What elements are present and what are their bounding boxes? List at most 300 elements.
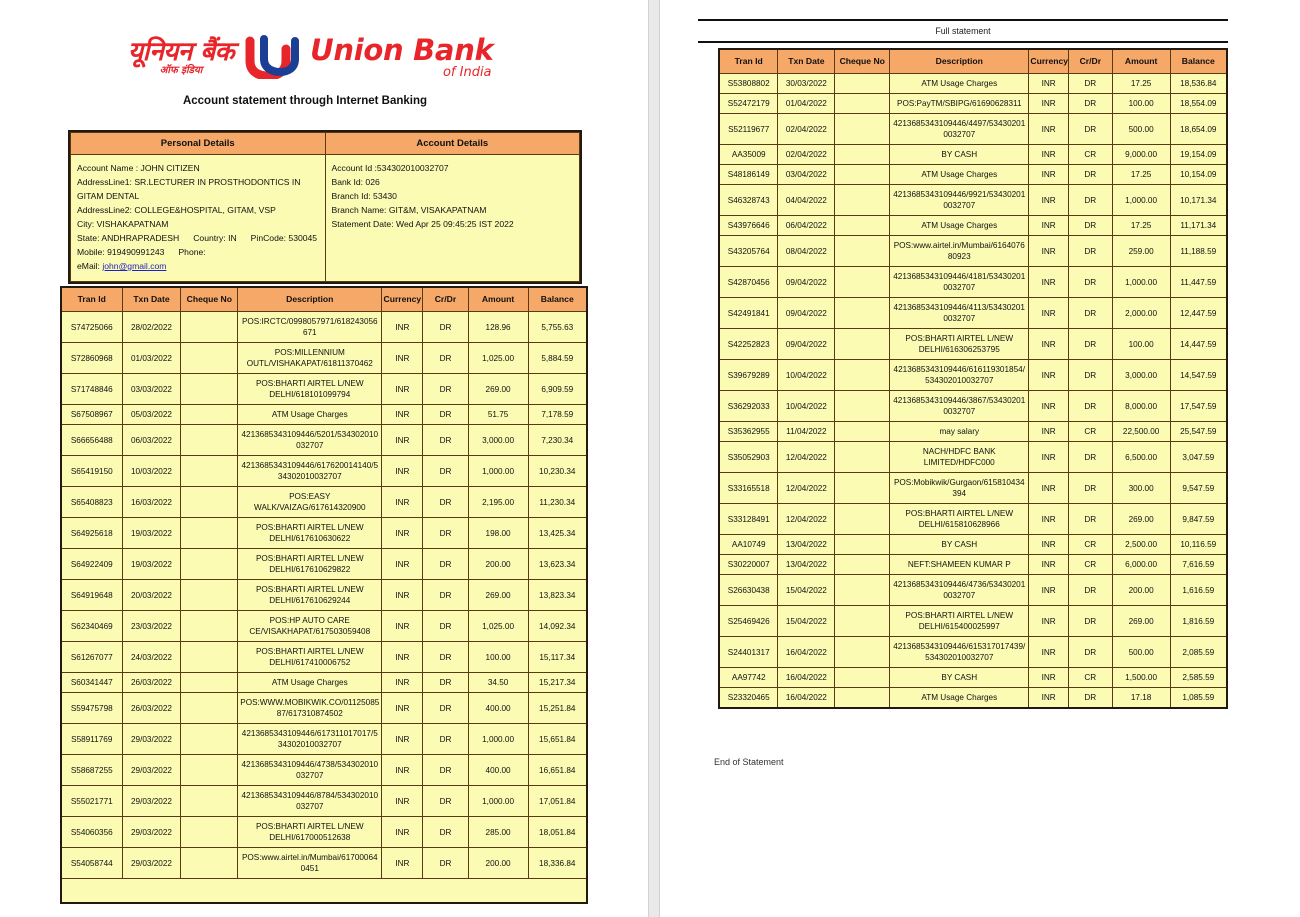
table-row <box>719 165 1227 185</box>
cell-description: BY CASH <box>890 668 1029 688</box>
union-bank-mark-icon <box>244 35 300 79</box>
cell-cr-dr: DR <box>423 374 468 405</box>
cell-cr-dr: DR <box>1068 442 1112 473</box>
cell-balance: 13,823.34 <box>528 580 587 611</box>
cell-cr-dr: DR <box>423 724 468 755</box>
cell-tran-id: S72860968 <box>61 343 122 374</box>
cell-tran-id: S53808802 <box>719 74 778 94</box>
cell-description: 4213685343109446/5201/534302010032707 <box>238 425 382 456</box>
cell-balance: 11,188.59 <box>1170 236 1227 267</box>
cell-currency: INR <box>1029 185 1069 216</box>
cell-amount: 1,000.00 <box>468 786 528 817</box>
cell-cr-dr: DR <box>1068 329 1112 360</box>
detail-country: Country: IN <box>193 233 237 243</box>
cell-tran-id: S65419150 <box>61 456 122 487</box>
filler-cell <box>423 879 468 903</box>
cell-balance: 10,116.59 <box>1170 535 1227 555</box>
cell-cheque-no <box>835 114 890 145</box>
cell-cheque-no <box>835 637 890 668</box>
filler-cell <box>382 879 423 903</box>
cell-txn-date: 30/03/2022 <box>778 74 835 94</box>
detail-state-country-pin <box>77 231 319 245</box>
cell-cheque-no <box>835 555 890 575</box>
cell-currency: INR <box>1029 298 1069 329</box>
cell-tran-id: S58687255 <box>61 755 122 786</box>
cell-cheque-no <box>181 786 238 817</box>
cell-balance: 10,171.34 <box>1170 185 1227 216</box>
cell-cheque-no <box>181 456 238 487</box>
table-row <box>61 724 587 755</box>
cell-txn-date: 16/04/2022 <box>778 668 835 688</box>
details-box <box>68 130 582 284</box>
cell-currency: INR <box>1029 360 1069 391</box>
cell-txn-date: 13/04/2022 <box>778 555 835 575</box>
filler-cell <box>122 879 181 903</box>
cell-currency: INR <box>382 817 423 848</box>
cell-txn-date: 16/04/2022 <box>778 637 835 668</box>
filler-cell <box>61 879 122 903</box>
cell-description: NEFT:SHAMEEN KUMAR P <box>890 555 1029 575</box>
cell-amount: 269.00 <box>468 580 528 611</box>
cell-cr-dr: DR <box>423 343 468 374</box>
cell-tran-id: S60341447 <box>61 673 122 693</box>
email-link[interactable]: john@gmail.com <box>102 261 167 271</box>
cell-txn-date: 09/04/2022 <box>778 329 835 360</box>
cell-tran-id: AA97742 <box>719 668 778 688</box>
cell-cheque-no <box>835 94 890 114</box>
cell-tran-id: S33165518 <box>719 473 778 504</box>
column-header-desc: Description <box>238 287 382 312</box>
cell-currency: INR <box>382 456 423 487</box>
cell-amount: 1,025.00 <box>468 343 528 374</box>
cell-cr-dr: DR <box>1068 94 1112 114</box>
cell-amount: 22,500.00 <box>1112 422 1170 442</box>
cell-tran-id: S62340469 <box>61 611 122 642</box>
cell-description: ATM Usage Charges <box>238 405 382 425</box>
cell-description: 4213685343109446/617620014140/534302010032707 <box>238 456 382 487</box>
cell-tran-id: S54058744 <box>61 848 122 879</box>
cell-cr-dr: DR <box>423 549 468 580</box>
cell-tran-id: S42870456 <box>719 267 778 298</box>
cell-tran-id: S64925618 <box>61 518 122 549</box>
cell-description: POS:www.airtel.in/Mumbai/617000640451 <box>238 848 382 879</box>
cell-description: 4213685343109446/4113/534302010032707 <box>890 298 1029 329</box>
cell-cr-dr: DR <box>1068 637 1112 668</box>
cell-tran-id: S43976646 <box>719 216 778 236</box>
cell-txn-date: 12/04/2022 <box>778 442 835 473</box>
cell-cheque-no <box>835 391 890 422</box>
detail-city: City: VISHAKAPATNAM <box>77 219 169 229</box>
cell-amount: 1,000.00 <box>468 456 528 487</box>
cell-cr-dr: DR <box>1068 216 1112 236</box>
column-header-crdr: Cr/Dr <box>1068 49 1112 74</box>
column-header-date: Txn Date <box>122 287 181 312</box>
logo-hindi-line2: ऑफ इंडिया <box>159 64 203 76</box>
cell-cr-dr: DR <box>423 312 468 343</box>
cell-balance: 18,051.84 <box>528 817 587 848</box>
cell-amount: 269.00 <box>468 374 528 405</box>
table-row <box>719 688 1227 709</box>
cell-balance: 18,536.84 <box>1170 74 1227 94</box>
cell-amount: 1,000.00 <box>1112 267 1170 298</box>
cell-cr-dr: DR <box>1068 606 1112 637</box>
cell-cheque-no <box>835 535 890 555</box>
cell-tran-id: S55021771 <box>61 786 122 817</box>
cell-tran-id: S64919648 <box>61 580 122 611</box>
cell-tran-id: S25469426 <box>719 606 778 637</box>
column-header-date: Txn Date <box>778 49 835 74</box>
detail-pincode: PinCode: 530045 <box>250 233 318 243</box>
table-filler-row <box>61 879 587 903</box>
logo-english-line2: of India <box>442 64 492 80</box>
cell-tran-id: S74725066 <box>61 312 122 343</box>
cell-balance: 13,425.34 <box>528 518 587 549</box>
cell-tran-id: S26630438 <box>719 575 778 606</box>
cell-cr-dr: DR <box>423 487 468 518</box>
cell-amount: 17.25 <box>1112 74 1170 94</box>
cell-balance: 6,909.59 <box>528 374 587 405</box>
table-row <box>719 473 1227 504</box>
cell-txn-date: 09/04/2022 <box>778 267 835 298</box>
cell-currency: INR <box>382 425 423 456</box>
cell-balance: 1,816.59 <box>1170 606 1227 637</box>
detail-mobile: Mobile: 919490991243 <box>77 247 165 257</box>
cell-balance: 10,154.09 <box>1170 165 1227 185</box>
cell-description: 4213685343109446/8784/534302010032707 <box>238 786 382 817</box>
cell-amount: 51.75 <box>468 405 528 425</box>
cell-cheque-no <box>835 74 890 94</box>
filler-cell <box>468 879 528 903</box>
transactions-table-page1 <box>60 286 588 904</box>
cell-tran-id: S42491841 <box>719 298 778 329</box>
table-row <box>719 236 1227 267</box>
cell-amount: 3,000.00 <box>1112 360 1170 391</box>
cell-txn-date: 16/03/2022 <box>122 487 181 518</box>
cell-txn-date: 19/03/2022 <box>122 549 181 580</box>
cell-amount: 200.00 <box>1112 575 1170 606</box>
cell-txn-date: 04/04/2022 <box>778 185 835 216</box>
detail-bank-id: Bank Id: 026 <box>331 177 380 187</box>
cell-amount: 2,195.00 <box>468 487 528 518</box>
table-row <box>61 374 587 405</box>
cell-balance: 15,217.34 <box>528 673 587 693</box>
cell-balance: 11,171.34 <box>1170 216 1227 236</box>
cell-amount: 100.00 <box>1112 329 1170 360</box>
cell-balance: 14,547.59 <box>1170 360 1227 391</box>
cell-amount: 100.00 <box>468 642 528 673</box>
cell-amount: 300.00 <box>1112 473 1170 504</box>
cell-tran-id: S66656488 <box>61 425 122 456</box>
filler-cell <box>238 879 382 903</box>
table-row <box>61 817 587 848</box>
cell-cr-dr: DR <box>1068 575 1112 606</box>
cell-txn-date: 19/03/2022 <box>122 518 181 549</box>
column-header-amount: Amount <box>468 287 528 312</box>
cell-cheque-no <box>835 575 890 606</box>
cell-balance: 1,616.59 <box>1170 575 1227 606</box>
table-row <box>719 185 1227 216</box>
cell-txn-date: 26/03/2022 <box>122 673 181 693</box>
detail-email <box>77 259 319 273</box>
cell-txn-date: 29/03/2022 <box>122 817 181 848</box>
cell-currency: INR <box>1029 473 1069 504</box>
cell-description: POS:MILLENNIUM OUTL/VISHAKAPAT/61811370462 <box>238 343 382 374</box>
cell-currency: INR <box>382 786 423 817</box>
cell-amount: 6,000.00 <box>1112 555 1170 575</box>
table-row <box>719 145 1227 165</box>
cell-currency: INR <box>382 549 423 580</box>
cell-txn-date: 01/03/2022 <box>122 343 181 374</box>
cell-tran-id: S58911769 <box>61 724 122 755</box>
cell-cr-dr: DR <box>1068 267 1112 298</box>
cell-currency: INR <box>1029 668 1069 688</box>
cell-currency: INR <box>382 580 423 611</box>
cell-amount: 500.00 <box>1112 114 1170 145</box>
cell-txn-date: 12/04/2022 <box>778 473 835 504</box>
cell-txn-date: 02/04/2022 <box>778 114 835 145</box>
cell-balance: 15,251.84 <box>528 693 587 724</box>
cell-balance: 7,616.59 <box>1170 555 1227 575</box>
cell-tran-id: S43205764 <box>719 236 778 267</box>
table-header-row <box>61 287 587 312</box>
table-row <box>719 575 1227 606</box>
cell-balance: 2,085.59 <box>1170 637 1227 668</box>
cell-txn-date: 23/03/2022 <box>122 611 181 642</box>
union-bank-logo <box>128 33 528 81</box>
cell-cheque-no <box>181 312 238 343</box>
cell-cheque-no <box>835 473 890 504</box>
cell-currency: INR <box>382 374 423 405</box>
cell-txn-date: 05/03/2022 <box>122 405 181 425</box>
cell-txn-date: 12/04/2022 <box>778 504 835 535</box>
cell-description: BY CASH <box>890 535 1029 555</box>
cell-txn-date: 20/03/2022 <box>122 580 181 611</box>
cell-description: ATM Usage Charges <box>890 688 1029 709</box>
detail-account-name: Account Name : JOHN CITIZEN <box>77 163 200 173</box>
cell-currency: INR <box>1029 94 1069 114</box>
cell-currency: INR <box>382 312 423 343</box>
cell-amount: 285.00 <box>468 817 528 848</box>
cell-balance: 11,447.59 <box>1170 267 1227 298</box>
cell-currency: INR <box>1029 145 1069 165</box>
cell-tran-id: S52472179 <box>719 94 778 114</box>
detail-state: State: ANDHRAPRADESH <box>77 233 180 243</box>
cell-description: POS:BHARTI AIRTEL L/NEW DELHI/617610629822 <box>238 549 382 580</box>
cell-amount: 269.00 <box>1112 504 1170 535</box>
cell-currency: INR <box>1029 236 1069 267</box>
cell-amount: 9,000.00 <box>1112 145 1170 165</box>
cell-tran-id: S48186149 <box>719 165 778 185</box>
cell-tran-id: S71748846 <box>61 374 122 405</box>
cell-txn-date: 08/04/2022 <box>778 236 835 267</box>
cell-cr-dr: DR <box>1068 185 1112 216</box>
detail-phone: Phone: <box>178 247 206 257</box>
table-row <box>719 668 1227 688</box>
cell-cr-dr: DR <box>1068 74 1112 94</box>
cell-txn-date: 26/03/2022 <box>122 693 181 724</box>
table-row <box>719 391 1227 422</box>
cell-balance: 1,085.59 <box>1170 688 1227 709</box>
cell-tran-id: S35362955 <box>719 422 778 442</box>
cell-currency: INR <box>382 487 423 518</box>
cell-description: 4213685343109446/9921/534302010032707 <box>890 185 1029 216</box>
cell-cr-dr: DR <box>423 580 468 611</box>
cell-txn-date: 29/03/2022 <box>122 755 181 786</box>
cell-cheque-no <box>181 642 238 673</box>
table-row <box>61 518 587 549</box>
cell-amount: 17.25 <box>1112 165 1170 185</box>
cell-cheque-no <box>835 606 890 637</box>
table-row <box>61 611 587 642</box>
table-row <box>61 549 587 580</box>
cell-cr-dr: DR <box>423 456 468 487</box>
detail-statement-date: Statement Date: Wed Apr 25 09:45:25 IST 2022 <box>331 219 514 229</box>
cell-txn-date: 10/03/2022 <box>122 456 181 487</box>
cell-txn-date: 06/03/2022 <box>122 425 181 456</box>
cell-tran-id: S23320465 <box>719 688 778 709</box>
cell-currency: INR <box>1029 74 1069 94</box>
table-row <box>61 642 587 673</box>
cell-description: POS:WWW.MOBIKWIK.CO/0112508587/617310874502 <box>238 693 382 724</box>
cell-amount: 259.00 <box>1112 236 1170 267</box>
cell-currency: INR <box>382 611 423 642</box>
cell-currency: INR <box>1029 637 1069 668</box>
column-header-currency: Currency <box>1029 49 1069 74</box>
cell-balance: 12,447.59 <box>1170 298 1227 329</box>
cell-tran-id: AA10749 <box>719 535 778 555</box>
cell-balance: 15,651.84 <box>528 724 587 755</box>
cell-cr-dr: DR <box>1068 114 1112 145</box>
cell-cr-dr: CR <box>1068 145 1112 165</box>
cell-cheque-no <box>181 724 238 755</box>
cell-currency: INR <box>1029 606 1069 637</box>
cell-description: POS:BHARTI AIRTEL L/NEW DELHI/617410006752 <box>238 642 382 673</box>
cell-amount: 198.00 <box>468 518 528 549</box>
cell-txn-date: 11/04/2022 <box>778 422 835 442</box>
cell-txn-date: 29/03/2022 <box>122 786 181 817</box>
cell-txn-date: 15/04/2022 <box>778 575 835 606</box>
cell-tran-id: S33128491 <box>719 504 778 535</box>
cell-balance: 7,178.59 <box>528 405 587 425</box>
column-header-cheque: Cheque No <box>835 49 890 74</box>
cell-description: ATM Usage Charges <box>238 673 382 693</box>
cell-txn-date: 10/04/2022 <box>778 391 835 422</box>
table-row <box>61 312 587 343</box>
table-row <box>719 114 1227 145</box>
cell-balance: 14,447.59 <box>1170 329 1227 360</box>
table-header-row <box>719 49 1227 74</box>
cell-txn-date: 29/03/2022 <box>122 848 181 879</box>
cell-cr-dr: DR <box>423 611 468 642</box>
cell-balance: 10,230.34 <box>528 456 587 487</box>
cell-cheque-no <box>835 442 890 473</box>
cell-description: NACH/HDFC BANK LIMITED/HDFC000 <box>890 442 1029 473</box>
cell-description: ATM Usage Charges <box>890 216 1029 236</box>
cell-amount: 100.00 <box>1112 94 1170 114</box>
cell-description: POS:HP AUTO CARE CE/VISAKHAPAT/617503059408 <box>238 611 382 642</box>
cell-balance: 19,154.09 <box>1170 145 1227 165</box>
cell-txn-date: 24/03/2022 <box>122 642 181 673</box>
cell-tran-id: S39679289 <box>719 360 778 391</box>
cell-cheque-no <box>181 343 238 374</box>
cell-currency: INR <box>382 848 423 879</box>
cell-cheque-no <box>835 236 890 267</box>
column-header-crdr: Cr/Dr <box>423 287 468 312</box>
cell-cheque-no <box>835 688 890 709</box>
cell-currency: INR <box>382 724 423 755</box>
cell-description: POS:BHARTI AIRTEL L/NEW DELHI/618101099794 <box>238 374 382 405</box>
table-row <box>61 487 587 518</box>
page-divider <box>648 0 660 917</box>
cell-cr-dr: DR <box>423 817 468 848</box>
cell-amount: 269.00 <box>1112 606 1170 637</box>
table-row <box>61 848 587 879</box>
cell-currency: INR <box>1029 422 1069 442</box>
cell-description: ATM Usage Charges <box>890 165 1029 185</box>
cell-balance: 18,336.84 <box>528 848 587 879</box>
transactions-table-page2 <box>718 48 1228 709</box>
cell-description: POS:BHARTI AIRTEL L/NEW DELHI/617610629244 <box>238 580 382 611</box>
table-row <box>719 504 1227 535</box>
cell-tran-id: S30220007 <box>719 555 778 575</box>
cell-cr-dr: CR <box>1068 535 1112 555</box>
cell-balance: 5,755.63 <box>528 312 587 343</box>
cell-description: POS:Mobikwik/Gurgaon/615810434394 <box>890 473 1029 504</box>
cell-currency: INR <box>1029 535 1069 555</box>
cell-txn-date: 03/03/2022 <box>122 374 181 405</box>
logo-english-text <box>310 32 494 80</box>
cell-cheque-no <box>835 165 890 185</box>
cell-cr-dr: DR <box>423 786 468 817</box>
cell-balance: 13,623.34 <box>528 549 587 580</box>
cell-currency: INR <box>1029 267 1069 298</box>
cell-currency: INR <box>1029 688 1069 709</box>
cell-currency: INR <box>1029 216 1069 236</box>
cell-tran-id: S54060356 <box>61 817 122 848</box>
cell-cr-dr: DR <box>423 848 468 879</box>
table-row <box>719 637 1227 668</box>
cell-currency: INR <box>382 755 423 786</box>
cell-cr-dr: DR <box>1068 165 1112 185</box>
cell-tran-id: S64922409 <box>61 549 122 580</box>
cell-description: POS:PayTM/SBIPG/61690628311 <box>890 94 1029 114</box>
table-row <box>719 94 1227 114</box>
cell-description: ATM Usage Charges <box>890 74 1029 94</box>
cell-amount: 128.96 <box>468 312 528 343</box>
cell-txn-date: 29/03/2022 <box>122 724 181 755</box>
cell-description: POS:IRCTC/0998057971/618243056671 <box>238 312 382 343</box>
cell-cheque-no <box>181 425 238 456</box>
cell-balance: 17,547.59 <box>1170 391 1227 422</box>
column-header-cheque: Cheque No <box>181 287 238 312</box>
table-row <box>719 74 1227 94</box>
cell-description: 4213685343109446/617311017017/534302010032707 <box>238 724 382 755</box>
column-header-currency: Currency <box>382 287 423 312</box>
cell-cr-dr: DR <box>423 405 468 425</box>
cell-cheque-no <box>835 422 890 442</box>
cell-cr-dr: DR <box>423 755 468 786</box>
cell-cheque-no <box>835 668 890 688</box>
table-row <box>61 693 587 724</box>
cell-amount: 2,500.00 <box>1112 535 1170 555</box>
personal-details-cell <box>71 155 326 282</box>
table-row <box>719 267 1227 298</box>
cell-tran-id: S52119677 <box>719 114 778 145</box>
cell-description: 4213685343109446/615317017439/534302010032707 <box>890 637 1029 668</box>
table-row <box>61 786 587 817</box>
cell-balance: 17,051.84 <box>528 786 587 817</box>
column-header-balance: Balance <box>1170 49 1227 74</box>
